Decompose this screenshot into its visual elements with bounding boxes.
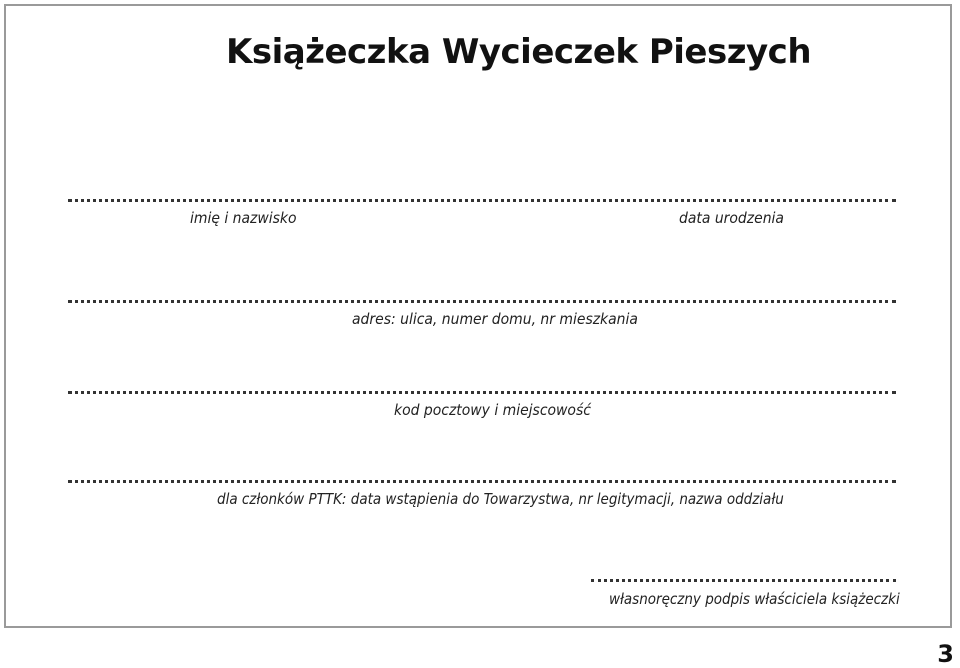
pttk-label: dla członków PTTK: data wstąpienia do Towarzystwa, nr legitymacji, nazwa oddziału [217,490,784,508]
address-line [68,300,896,303]
page-title: Książeczka Wycieczek Pieszych [226,32,812,72]
booklet-page [4,4,952,628]
name-birth-date-line [68,199,896,202]
signature-line [591,579,896,582]
pttk-line [68,480,896,483]
page-number: 3 [937,640,954,668]
birth-date-label: data urodzenia [679,209,784,227]
signature-label: własnoręczny podpis właściciela książeczki [609,590,900,608]
address-label: adres: ulica, numer domu, nr mieszkania [352,310,638,328]
postal-line [68,391,896,394]
postal-label: kod pocztowy i miejscowość [394,401,591,419]
name-label: imię i nazwisko [190,209,297,227]
